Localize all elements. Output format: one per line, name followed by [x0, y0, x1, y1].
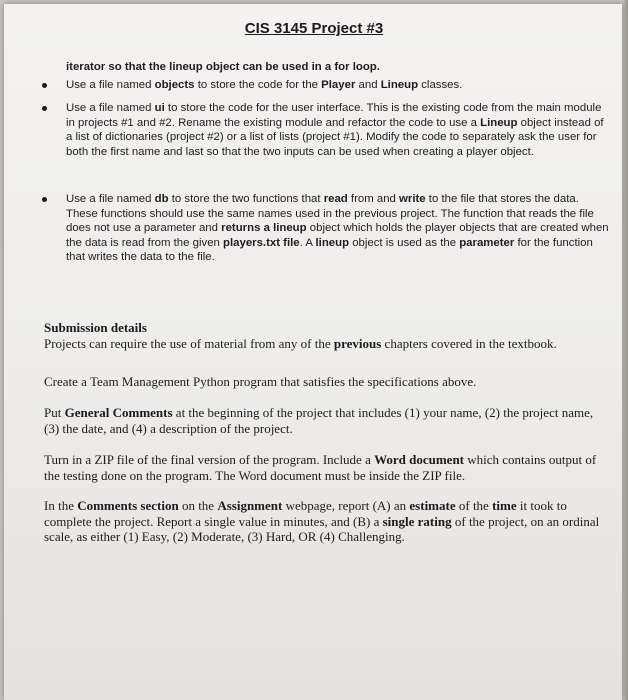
- continuation-text: [66, 60, 606, 75]
- submission-heading: Submission details: [44, 320, 147, 335]
- submission-section: Submission details Projects can require the use of material from any of the previous chapters covered in the textbook.: [44, 320, 557, 351]
- page-title: CIS 3145 Project #3: [244, 20, 384, 37]
- continuation-line: iterator so that the lineup object can be used in a for loop.: [66, 61, 380, 73]
- bullet-dot: [42, 197, 50, 205]
- bullet-item-ui: Use a file named ui to store the code for the user interface. This is the existing code from the main module in projects #1 and #2. Rename the existing module and refactor the code to use a Lineup object instead of a list of dictionaries (project #2) or a list of lists (project #1). Modify the code to separately ask the user for both the first name and last so that the two inputs can be used when creating a player object.: [66, 102, 604, 158]
- bullet-item-db: Use a file named db to store the two functions that read from and write to the file that stores the data. These functions should use the same names used in the previous project. The function that reads the file does not use a parameter and returns a lineup object which holds the player objects that are created when the data is read from the given players.txt file. A lineup object is used as the parameter for the function that writes the data to the file.: [66, 193, 609, 264]
- bullet-dot: [42, 106, 50, 114]
- bullet-item-objects: Use a file named objects to store the code for the Player and Lineup classes.: [66, 79, 463, 91]
- submission-paragraph-2: Create a Team Management Python program that satisfies the specifications above.: [44, 374, 477, 389]
- bullet-dot: [42, 83, 50, 91]
- page-edge-shadow: [622, 0, 628, 700]
- submission-paragraph-5: In the Comments section on the Assignment webpage, report (A) an estimate of the time it took to complete the project. Report a single value in minutes, and (B) a single rating of the project, on an ordinal scale, as either (1) Easy, (2) Moderate, (3) Hard, OR (4) Challenging.: [44, 498, 600, 544]
- submission-paragraph-3: Put General Comments at the beginning of the project that includes (1) your name, (2) the project name, (3) the date, and (4) a description of the project.: [44, 405, 594, 436]
- submission-paragraph-4: Turn in a ZIP file of the final version of the program. Include a Word document which contains output of the testing done on the program. The Word document must be inside the ZIP file.: [44, 452, 597, 483]
